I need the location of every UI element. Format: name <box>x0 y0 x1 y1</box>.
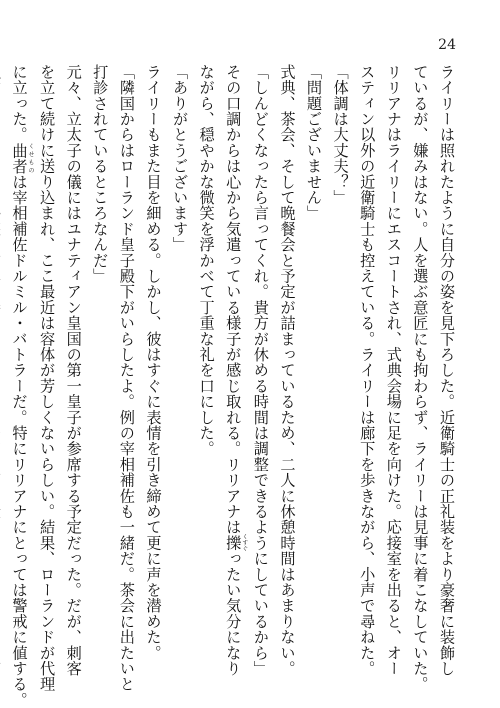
text-line: 「隣国からはローランド皇子殿下がいらしたよ。例の宰相補佐も一緒だ。茶会に出たいと <box>117 64 136 692</box>
ruby-reading: くせもの <box>27 142 34 174</box>
text-line: 「問題ございません」 <box>305 64 324 221</box>
text-line: 元々、立太子の儀にはユナティアン皇国の第一皇子が参席する予定だった。だが、刺客 <box>64 64 83 677</box>
text-line: 式典、茶会、そして晩餐会と予定が詰まっているため、二人に休憩時間はあまりない。 <box>278 64 297 677</box>
ruby-annotation <box>224 533 248 552</box>
text-segment: その口調からは心から気遣っている様子が感じ取れる。リリアナは <box>224 64 243 535</box>
vertical-text-block <box>10 64 460 708</box>
text-line: 「ありがとうございます」 <box>171 64 190 253</box>
text-line: ているが、嫌みはない。人を選ぶ意匠にも拘わらず、ライリーは見事に着こなしていた。 <box>411 64 430 692</box>
text-line: スティン以外の近衛騎士も控えている。ライリーは廊下を歩きながら、小声で尋ねた。 <box>358 64 377 677</box>
ruby-reading: くすぐ <box>240 533 248 552</box>
text-line-with-ruby <box>220 64 248 677</box>
text-line: ながら、穏やかな微笑を浮かべて丁重な礼を口にした。 <box>197 64 216 457</box>
page-number: 24 <box>438 37 456 53</box>
ruby-annotation <box>10 142 34 174</box>
text-line: ライリーは照れたように自分の姿を見下ろした。近衛騎士の正礼装をより豪奢に装飾し <box>438 64 456 677</box>
text-line <box>0 64 6 664</box>
text-line: 打診されているところなんだ」 <box>91 64 110 284</box>
text-segment: ったい気分になり <box>224 550 243 677</box>
text-line: リリアナはライリーにエスコートされ、式典会場に足を向けた。応接室を出ると、オー <box>384 64 403 677</box>
text-line: 「しんどくなったら言ってくれ。貴方が休める時間は調整できるようにしているから」 <box>251 64 270 677</box>
text-line: 「体調は大丈夫？」 <box>331 64 350 206</box>
text-segment: は宰相補佐ドルミル・バトラーだ。特にリリアナにとっては警戒に値する。 <box>10 173 29 708</box>
text-line: ライリーもまた目を細める。しかし、彼はすぐに表情を引き締めて更に声を潜めた。 <box>144 64 163 661</box>
text-line-with-ruby <box>6 64 34 708</box>
text-segment: に立った。 <box>10 64 29 143</box>
text-line: を立て続けに送り込まれ、ここ最近は容体が芳しくないらしい。結果、ローランドが代理 <box>38 64 57 692</box>
ruby-base: 擽 <box>224 533 243 552</box>
ruby-base: 曲者 <box>10 142 29 174</box>
